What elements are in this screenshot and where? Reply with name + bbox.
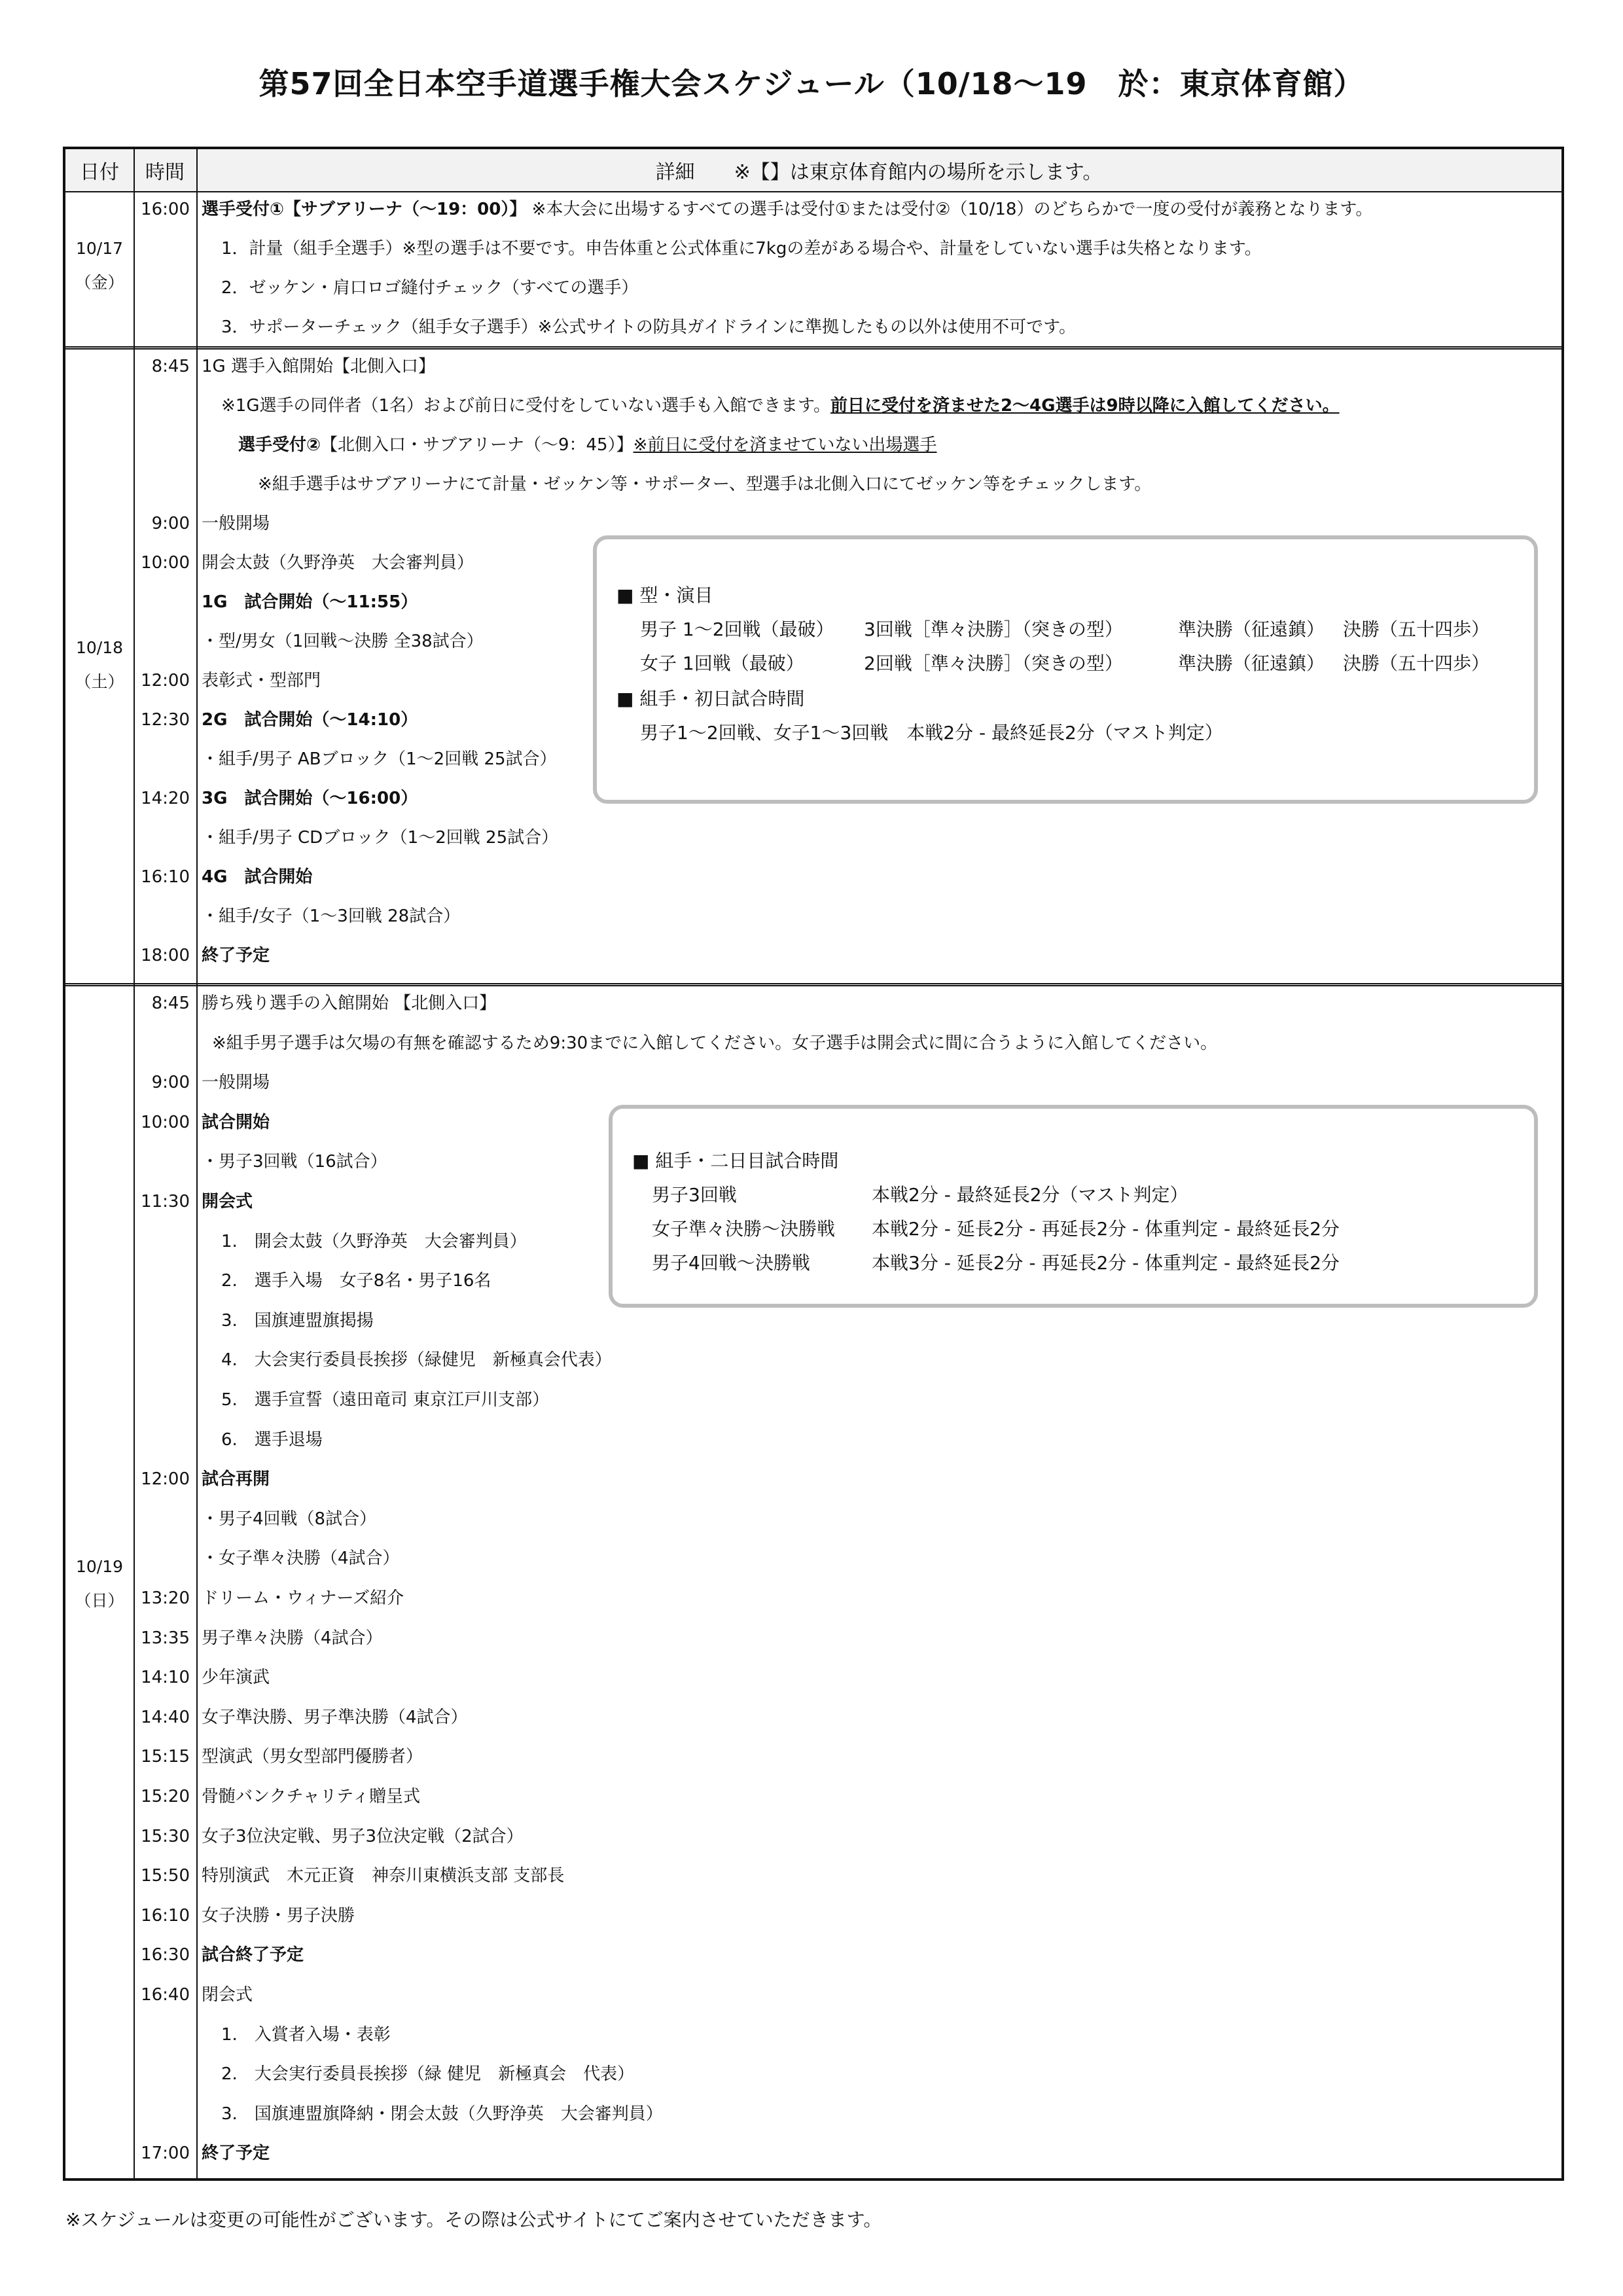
row-label: 3G 試合開始（〜16:00） xyxy=(202,789,418,808)
day1-date-label: 10/17 xyxy=(75,239,124,258)
row-text: 女子3位決定戦、男子3位決定戦（2試合） xyxy=(202,1826,524,1846)
row-time: 8:45 xyxy=(151,357,190,376)
row-text: 2．ゼッケン・肩口ロゴ縫付チェック（すべての選手） xyxy=(221,278,639,298)
row-text: ※本大会に出場するすべての選手は受付①または受付②（10/18）のどちらかで一度の受付が義務となります。 xyxy=(526,200,1373,219)
row-detail xyxy=(202,781,418,816)
row-text: ※組手男子選手は欠場の有無を確認するため9:30までに入館してください。女子選手は開会式に間に合うように入館してください。 xyxy=(212,1033,1218,1053)
row-detail xyxy=(202,1581,404,1615)
day3-date-label: 10/19 xyxy=(75,1557,124,1576)
row-detail xyxy=(202,860,312,894)
header-date: 日付 xyxy=(65,149,134,191)
row-detail xyxy=(202,703,418,737)
row-text: 型演武（男女型部門優勝者） xyxy=(202,1747,423,1767)
row-label: 選手受付② xyxy=(238,435,321,455)
schedule-row xyxy=(65,1304,1561,1338)
schedule-row xyxy=(65,271,1561,305)
row-time: 11:30 xyxy=(141,1192,190,1211)
day2-weekday: （土） xyxy=(75,672,124,691)
row-time: 16:10 xyxy=(141,867,190,887)
row-detail xyxy=(202,1780,420,1814)
page-title: 第57回全日本空手道選手権大会スケジュール（10/18〜19 於：東京体育館） xyxy=(259,66,1364,101)
row-text: ・組手/女子（1〜3回戦 28試合） xyxy=(202,906,461,926)
header-time: 時間 xyxy=(134,149,196,191)
row-text: 4. 大会実行委員長挨拶（緑健児 新極真会代表） xyxy=(221,1350,612,1371)
kumite-men-r4-time: 本戦3分 - 延長2分 - 再延長2分 - 体重判定 - 最終延長2分 xyxy=(872,1252,1340,1274)
row-time: 16:40 xyxy=(141,1985,190,2005)
row-time: 15:50 xyxy=(141,1866,190,1886)
row-time: 13:35 xyxy=(141,1628,190,1648)
row-text: 1．計量（組手全選手）※型の選手は不要です。申告体重と公式体重に7kgの差がある場合や、計量をしていない選手は失格となります。 xyxy=(221,239,1262,259)
row-time: 8:45 xyxy=(151,994,190,1013)
kumite-day2-box xyxy=(609,1105,1538,1308)
kumite-women-qf-label: 女子準々決勝〜決勝戦 xyxy=(652,1218,836,1240)
schedule-row xyxy=(65,1700,1561,1734)
row-label: 終了予定 xyxy=(202,2144,270,2164)
row-time: 14:10 xyxy=(141,1668,190,1688)
row-detail xyxy=(202,939,270,973)
schedule-row xyxy=(65,1621,1561,1655)
schedule-row xyxy=(65,2136,1561,2170)
row-detail xyxy=(258,467,1151,501)
row-label: 4G 試合開始 xyxy=(202,867,313,887)
row-detail xyxy=(202,192,1372,226)
row-detail xyxy=(202,1938,304,1972)
row-detail xyxy=(202,1820,524,1854)
row-detail xyxy=(202,1066,270,1100)
row-detail xyxy=(202,1105,270,1139)
schedule-row xyxy=(65,1581,1561,1615)
schedule-row xyxy=(65,821,1561,855)
schedule-row xyxy=(65,1938,1561,1972)
row-text: 女子決勝・男子決勝 xyxy=(202,1905,355,1926)
row-text: 2. 選手入場 女子8名・男子16名 xyxy=(221,1271,491,1291)
row-detail xyxy=(202,664,321,698)
row-detail xyxy=(212,1026,1217,1060)
row-text: ・男子3回戦（16試合） xyxy=(202,1152,387,1172)
row-detail xyxy=(221,1343,612,1377)
row-time: 15:15 xyxy=(141,1747,190,1767)
row-text: 一般開場 xyxy=(202,1073,270,1093)
kumite-day1-times: 男子1〜2回戦、女子1〜3回戦 本戦2分 - 最終延長2分（マスト判定） xyxy=(640,722,1223,744)
row-label: 1G 試合開始（〜11:55） xyxy=(202,592,418,612)
row-label: 2G 試合開始（〜14:10） xyxy=(202,710,418,730)
row-time: 14:40 xyxy=(141,1707,190,1727)
row-label: 選手受付①【サブアリーナ（〜19：00）】 xyxy=(202,200,527,219)
row-text: 3．サポーターチェック（組手女子選手）※公式サイトの防具ガイドラインに準拠したもの以外は使用不可です。 xyxy=(221,317,1077,337)
kata-women-sf: 準決勝（征遠鎮） xyxy=(1178,653,1325,674)
row-text: ドリーム・ウィナーズ紹介 xyxy=(202,1588,404,1608)
row-time: 15:20 xyxy=(141,1787,190,1806)
row-detail xyxy=(221,271,638,305)
row-detail xyxy=(202,899,460,933)
row-text: 骨髄バンクチャリティ贈呈式 xyxy=(202,1787,421,1806)
kumite-men-r3-time: 本戦2分 - 最終延長2分（マスト判定） xyxy=(872,1184,1188,1206)
row-detail xyxy=(202,1700,468,1734)
row-time: 12:30 xyxy=(141,710,190,730)
kata-men-final: 決勝（五十四歩） xyxy=(1343,619,1490,640)
row-time: 9:00 xyxy=(151,1073,190,1093)
row-detail xyxy=(202,742,557,776)
row-text: 少年演武 xyxy=(202,1668,270,1688)
row-text: 勝ち残り選手の入館開始 【北側入口】 xyxy=(202,994,497,1013)
row-time: 10:00 xyxy=(141,553,190,573)
kumite-men-r4-label: 男子4回戦〜決勝戦 xyxy=(652,1252,810,1274)
kumite-day2-heading: ■ 組手・二日目試合時間 xyxy=(632,1150,839,1172)
row-time: 10:00 xyxy=(141,1112,190,1132)
schedule-row xyxy=(65,467,1561,501)
row-time: 16:30 xyxy=(141,1945,190,1965)
kata-heading: ■ 型・演目 xyxy=(616,584,713,606)
row-detail xyxy=(202,1145,387,1179)
kata-women-rounds: 女子 1回戦（最破） xyxy=(640,653,804,674)
row-detail xyxy=(221,310,1076,344)
row-text: 表彰式・型部門 xyxy=(202,671,321,691)
schedule-row xyxy=(65,2057,1561,2091)
row-text: 【北側入口・サブアリーナ（〜9：45）】 xyxy=(321,435,633,455)
row-label: 試合開始 xyxy=(202,1112,270,1132)
row-detail xyxy=(202,1462,270,1496)
row-time: 9:00 xyxy=(151,514,190,533)
row-detail xyxy=(202,507,270,541)
row-detail xyxy=(202,1978,253,2012)
row-text: 3. 国旗連盟旗降納・閉会太鼓（久野浄英 大会審判員） xyxy=(221,2104,663,2124)
row-text: 開会太鼓（久野浄英 大会審判員） xyxy=(202,553,474,573)
header-detail: 詳細 ※【】は東京体育館内の場所を示します。 xyxy=(196,149,1561,191)
kata-info-box xyxy=(593,535,1538,804)
schedule-row xyxy=(65,1899,1561,1933)
row-label: 終了予定 xyxy=(202,946,270,965)
row-detail xyxy=(221,1264,491,1298)
schedule-row xyxy=(65,1026,1561,1060)
schedule-row xyxy=(65,986,1561,1020)
schedule-row xyxy=(65,939,1561,973)
row-text: 6. 選手退場 xyxy=(221,1429,323,1450)
row-detail xyxy=(202,1541,400,1575)
row-text: 2. 大会実行委員長挨拶（緑 健児 新極真会 代表） xyxy=(221,2064,635,2085)
row-text: ※1G選手の同伴者（1名）および前日に受付をしていない選手も入館できます。 xyxy=(221,396,830,416)
row-detail xyxy=(202,2136,270,2170)
row-text: 女子準決勝、男子準決勝（4試合） xyxy=(202,1707,468,1727)
row-text: 男子準々決勝（4試合） xyxy=(202,1628,383,1648)
row-text: 特別演武 木元正資 神奈川東横浜支部 支部長 xyxy=(202,1866,565,1886)
schedule-row xyxy=(65,1740,1561,1774)
footer-note: ※スケジュールは変更の可能性がございます。その際は公式サイトにてご案内させていただきます。 xyxy=(65,2209,882,2231)
schedule-row xyxy=(65,1462,1561,1496)
kata-women-qf: 2回戦［準々決勝］（突きの型） xyxy=(864,653,1123,674)
row-text: ・女子準々決勝（4試合） xyxy=(202,1549,400,1569)
schedule-row xyxy=(65,1859,1561,1893)
row-detail xyxy=(202,350,435,384)
schedule-row xyxy=(65,1423,1561,1457)
row-text: 1. 開会太鼓（久野浄英 大会審判員） xyxy=(221,1231,527,1251)
row-detail xyxy=(202,1859,564,1893)
row-text: ・男子4回戦（8試合） xyxy=(202,1509,377,1529)
row-detail xyxy=(221,2018,391,2052)
row-emphasis: 前日に受付を済ませた2〜4G選手は9時以降に入館してください。 xyxy=(830,396,1340,416)
row-time: 14:20 xyxy=(141,789,190,808)
row-detail xyxy=(202,546,474,580)
row-text: ・型/男女（1回戦〜決勝 全38試合） xyxy=(202,632,484,651)
schedule-row xyxy=(65,899,1561,933)
row-detail xyxy=(221,1423,323,1457)
row-label: 開会式 xyxy=(202,1192,253,1211)
row-text: 5. 選手宣誓（遠田竜司 東京江戸川支部） xyxy=(221,1390,550,1410)
schedule-row xyxy=(65,310,1561,344)
row-time: 12:00 xyxy=(141,1469,190,1490)
row-text: 3. 国旗連盟旗掲揚 xyxy=(221,1310,374,1331)
schedule-row xyxy=(65,389,1561,423)
row-detail xyxy=(221,1304,374,1338)
schedule-row xyxy=(65,1660,1561,1695)
row-detail xyxy=(221,389,1340,423)
day3-weekday: （日） xyxy=(75,1591,124,1610)
row-text: 1. 入賞者入場・表彰 xyxy=(221,2024,391,2045)
kata-men-qf: 3回戦［準々決勝］（突きの型） xyxy=(864,619,1123,640)
row-detail xyxy=(202,585,418,619)
row-detail xyxy=(221,2097,663,2131)
row-label: 試合再開 xyxy=(202,1469,270,1490)
row-label: 試合終了予定 xyxy=(202,1945,304,1965)
row-detail xyxy=(238,428,936,462)
row-detail xyxy=(202,1899,355,1933)
schedule-row xyxy=(65,1066,1561,1100)
row-time: 17:00 xyxy=(141,2144,190,2164)
kumite-day1-heading: ■ 組手・初日試合時間 xyxy=(616,688,805,709)
schedule-row xyxy=(65,1383,1561,1417)
day2-date-label: 10/18 xyxy=(75,638,124,657)
schedule-row xyxy=(65,1541,1561,1575)
kumite-women-qf-time: 本戦2分 - 延長2分 - 再延長2分 - 体重判定 - 最終延長2分 xyxy=(872,1218,1340,1240)
kata-women-final: 決勝（五十四歩） xyxy=(1343,653,1490,674)
schedule-row xyxy=(65,1820,1561,1854)
kumite-men-r3-label: 男子3回戦 xyxy=(652,1184,737,1206)
schedule-row xyxy=(65,2097,1561,2131)
row-detail xyxy=(221,2057,634,2091)
row-text: 閉会式 xyxy=(202,1985,253,2005)
schedule-row xyxy=(65,860,1561,894)
row-time: 18:00 xyxy=(141,946,190,965)
row-text: ・組手/男子 ABブロック（1〜2回戦 25試合） xyxy=(202,749,557,769)
day1-weekday: （金） xyxy=(75,273,124,292)
schedule-row xyxy=(65,1343,1561,1377)
schedule-row xyxy=(65,192,1561,226)
kata-men-sf: 準決勝（征遠鎮） xyxy=(1178,619,1325,640)
row-text: ※組手選手はサブアリーナにて計量・ゼッケン等・サポーター、型選手は北側入口にてゼッケン等をチェックします。 xyxy=(258,475,1152,494)
row-time: 12:00 xyxy=(141,671,190,691)
schedule-row xyxy=(65,350,1561,384)
row-detail xyxy=(221,232,1262,266)
row-underlined: ※前日に受付を済ませていない出場選手 xyxy=(633,435,937,455)
row-time: 15:30 xyxy=(141,1826,190,1846)
schedule-row xyxy=(65,2018,1561,2052)
row-detail xyxy=(221,1383,549,1417)
row-time: 13:20 xyxy=(141,1588,190,1608)
row-text: ・組手/男子 CDブロック（1〜2回戦 25試合） xyxy=(202,828,559,848)
schedule-row xyxy=(65,1780,1561,1814)
row-text: 一般開場 xyxy=(202,514,270,533)
row-detail xyxy=(202,821,558,855)
row-time: 16:10 xyxy=(141,1905,190,1926)
schedule-row xyxy=(65,232,1561,266)
row-detail xyxy=(202,1621,383,1655)
row-detail xyxy=(202,1660,270,1695)
row-time: 16:00 xyxy=(141,200,190,219)
row-detail xyxy=(202,1185,253,1219)
schedule-table xyxy=(63,147,1564,2181)
row-detail xyxy=(221,1225,527,1259)
schedule-row xyxy=(65,1978,1561,2012)
row-text: 1G 選手入館開始【北側入口】 xyxy=(202,357,435,376)
row-detail xyxy=(202,1502,376,1536)
schedule-row xyxy=(65,428,1561,462)
row-detail xyxy=(202,1740,423,1774)
row-detail xyxy=(202,986,496,1020)
row-detail xyxy=(202,624,484,658)
kata-men-rounds: 男子 1〜2回戦（最破） xyxy=(640,619,834,640)
schedule-row xyxy=(65,1502,1561,1536)
